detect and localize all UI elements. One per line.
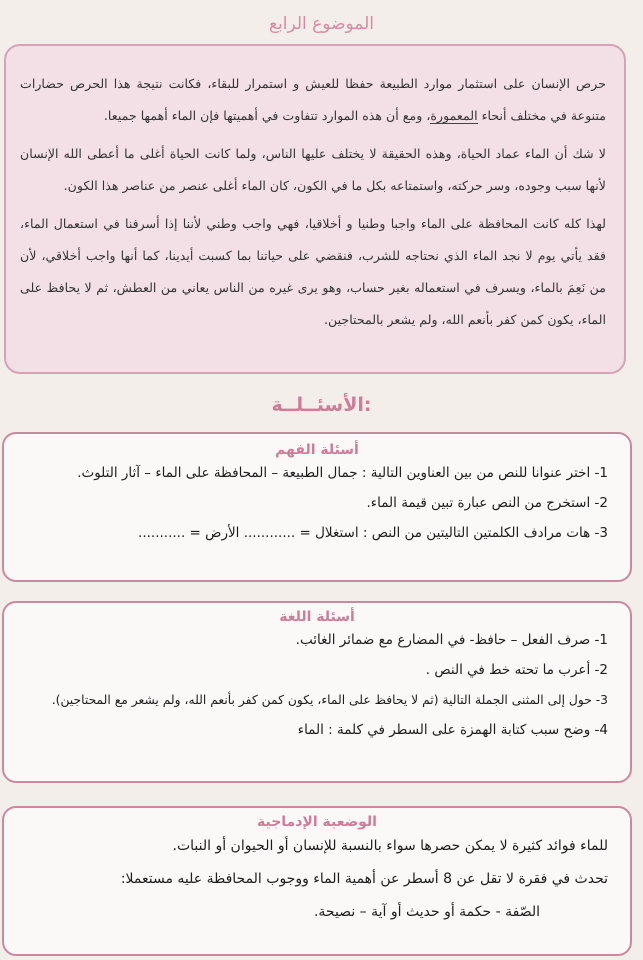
- comprehension-question-2: 2- استخرج من النص عبارة تبين قيمة الماء.: [366, 495, 608, 511]
- integration-line-2: تحدث في فقرة لا تقل عن 8 أسطر عن أهمية الماء ووجوب المحافظة عليه مستعملا:: [120, 871, 608, 887]
- integration-line-1: للماء فوائد كثيرة لا يمكن حصرها سواء بالنسبة للإنسان أو الحيوان أو النبات.: [172, 838, 608, 854]
- passage-p1-end: ، ومع أن هذه الموارد تتفاوت في أهميتها فإن الماء أهمها جميعا.: [103, 108, 431, 123]
- questions-heading: الأسئــلــة:: [271, 394, 372, 416]
- passage-paragraph-2: لا شك أن الماء عماد الحياة، وهذه الحقيقة لا يختلف عليها الناس، ولما كانت الحياة أغلى ما أعطى الله الإنسان لأنها سبب وجوده، وسر حركته، واستمتاعه بكل ما في الكون، كان الماء أغلى عنصر من عناصر هذا الكون.: [20, 146, 606, 193]
- reading-passage: [4, 44, 626, 374]
- comprehension-question-1: 1- اختر عنوانا للنص من بين العناوين التالية : جمال الطبيعة – المحافظة على الماء – آثار التلوث.: [77, 465, 608, 481]
- passage-p1-start: حرص الإنسان على استثمار موارد الطبيعة حفظا للعيش و استمرار للبقاء، فكانت نتيجة هذا الحرص حضارات متنوعة في مختلف أنحاء: [20, 76, 606, 123]
- language-question-2: 2- أعرب ما تحته خط في النص .: [425, 662, 608, 678]
- comprehension-title: أسئلة الفهم: [275, 442, 359, 458]
- underlined-word: المعمورة: [430, 108, 478, 123]
- comprehension-question-3: 3- هات مرادف الكلمتين التاليتين من النص : استغلال = ............ الأرض = ...........: [138, 525, 608, 541]
- passage-paragraph-1: [20, 68, 606, 132]
- language-question-3: 3- حول إلى المثنى الجملة التالية (ثم لا يحافظ على الماء، يكون كمن كفر بأنعم الله، ولم يشعر مع المحتاجين).: [51, 693, 608, 707]
- passage-paragraph-3: لهذا كله كانت المحافظة على الماء واجبا وطنيا و أخلاقيا، فهي واجب وطني لأننا إذا أسرفنا في استعمال الماء، فقد يأتي يوم لا نجد الماء الذي نحتاجه للشرب، فنقضي على حياتنا بما كسبت أيدينا، كما أنها واجب أخلاقي، لأن من نَعِمَ بالماء، ويسرف في استعماله بغير حساب، وهو يرى غيره من الناس يعاني من العطش، ثم لا يحافظ على الماء، يكون كمن كفر بأنعم الله، ولم يشعر بالمحتاجين.: [20, 216, 606, 327]
- comprehension-questions-box: [2, 432, 632, 582]
- language-question-1: 1- صرف الفعل – حافظ- في المضارع مع ضمائر الغائب.: [295, 632, 608, 648]
- integration-line-3: الصّفة - حكمة أو حديث أو آية – نصيحة.: [313, 904, 540, 920]
- topic-title: الموضوع الرابع: [268, 14, 375, 34]
- integration-task-box: [2, 806, 632, 956]
- integration-title: الوضعية الإدماجية: [257, 814, 377, 830]
- language-title: أسئلة اللغة: [279, 609, 355, 625]
- language-questions-box: [2, 601, 632, 783]
- language-question-4: 4- وضح سبب كتابة الهمزة على السطر في كلمة : الماء: [297, 722, 608, 738]
